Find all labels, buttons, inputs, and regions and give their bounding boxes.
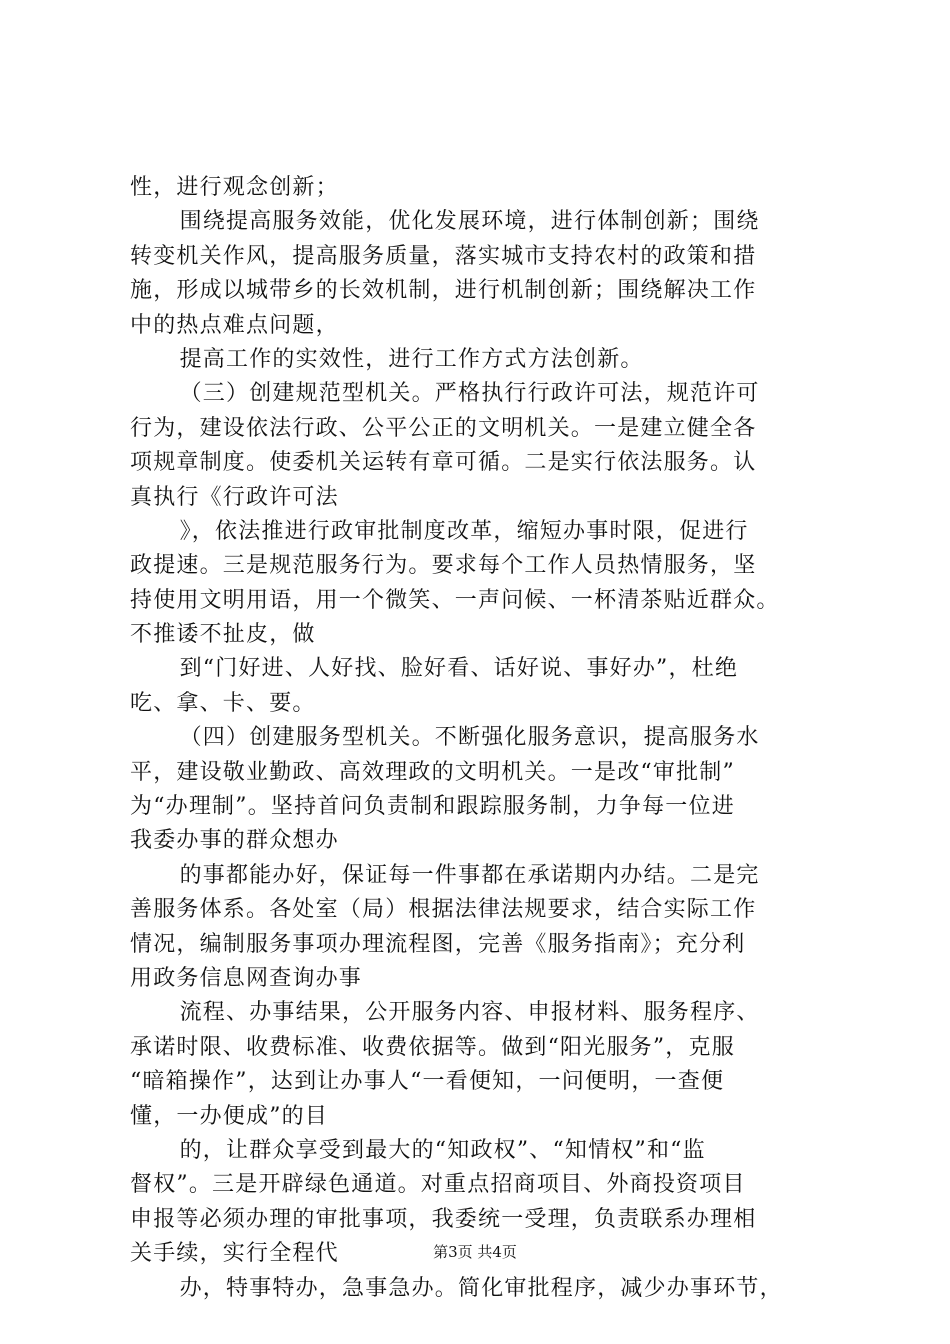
text-line: 项规章制度。使委机关运转有章可循。二是实行依法服务。认 bbox=[130, 450, 757, 476]
text-line: 善服务体系。各处室（局）根据法律法规要求，结合实际工作 bbox=[130, 897, 757, 923]
text-line: 吃、拿、卡、要。 bbox=[130, 690, 316, 716]
text-line: 》，依法推进行政审批制度改革，缩短办事时限，促进行 bbox=[179, 518, 749, 544]
text-line: 的事都能办好，保证每一件事都在承诺期内办结。二是完 bbox=[179, 862, 760, 888]
page-footer bbox=[0, 1242, 950, 1262]
text-line: “暗箱操作”，达到让办事人“一看便知，一问便明，一查便 bbox=[130, 1069, 725, 1095]
text-line: 持使用文明用语，用一个微笑、一声问候、一杯清茶贴近群众。 bbox=[130, 587, 780, 613]
text-line: 性，进行观念创新； bbox=[130, 175, 339, 200]
text-line: 平，建设敬业勤政、高效理政的文明机关。一是改“审批制” bbox=[130, 759, 735, 785]
text-line: 督权”。三是开辟绿色通道。对重点招商项目、外商投资项目 bbox=[130, 1172, 746, 1198]
text-line: 中的热点难点问题， bbox=[130, 312, 339, 338]
text-line: 到“门好进、人好找、脸好看、话好说、事好办”，杜绝 bbox=[179, 656, 739, 682]
text-line: 承诺时限、收费标准、收费依据等。做到“阳光服务”，克服 bbox=[130, 1034, 735, 1060]
text-line: 懂，一办便成”的目 bbox=[130, 1103, 329, 1129]
body-text bbox=[130, 171, 850, 1306]
text-line: （四）创建服务型机关。不断强化服务意识，提高服务水 bbox=[179, 725, 760, 751]
text-line: 施，形成以城带乡的长效机制，进行机制创新；围绕解决工作 bbox=[130, 278, 757, 304]
text-line: 流程、办事结果，公开服务内容、申报材料、服务程序、 bbox=[179, 1000, 760, 1026]
text-line: 为“办理制”。坚持首问负责制和跟踪服务制，力争每一位进 bbox=[130, 794, 735, 820]
text-line: 的，让群众享受到最大的“知政权”、“知情权”和“监 bbox=[179, 1137, 706, 1163]
text-line: （三）创建规范型机关。严格执行行政许可法，规范许可 bbox=[179, 381, 760, 407]
text-line: 转变机关作风，提高服务质量，落实城市支持农村的政策和措 bbox=[130, 243, 757, 269]
text-line: 真执行《行政许可法 bbox=[130, 484, 339, 510]
text-line: 关手续，实行全程代 bbox=[130, 1241, 339, 1267]
text-line: 提高工作的实效性，进行工作方式方法创新。 bbox=[179, 346, 644, 372]
text-line: 我委办事的群众想办 bbox=[130, 828, 339, 854]
page-number-label: 第3页 共4页 bbox=[433, 1243, 517, 1261]
text-line: 围绕提高服务效能，优化发展环境，进行体制创新；围绕 bbox=[179, 209, 760, 235]
text-line: 不推诿不扯皮，做 bbox=[130, 622, 316, 648]
text-line: 办，特事特办，急事急办。简化审批程序，减少办事环节， bbox=[179, 1275, 783, 1301]
text-line: 申报等必须办理的审批事项，我委统一受理，负责联系办理相 bbox=[130, 1206, 757, 1232]
text-line: 用政务信息网查询办事 bbox=[130, 965, 363, 991]
text-line: 情况，编制服务事项办理流程图，完善《服务指南》；充分利 bbox=[130, 931, 746, 957]
text-line: 政提速。三是规范服务行为。要求每个工作人员热情服务，坚 bbox=[130, 553, 757, 579]
text-line: 行为，建设依法行政、公平公正的文明机关。一是建立健全各 bbox=[130, 415, 757, 441]
